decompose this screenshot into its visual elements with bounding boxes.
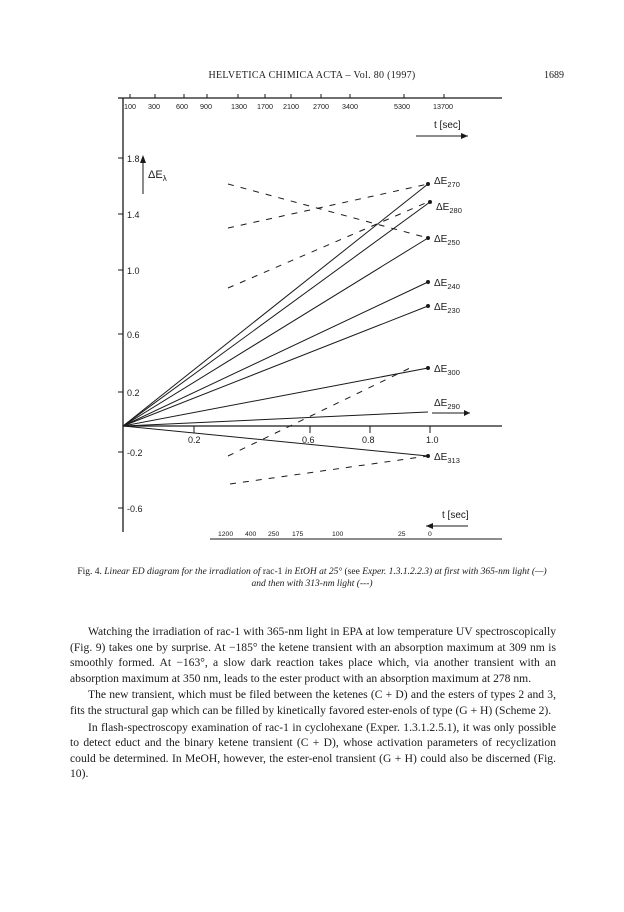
series-label-270: $\Delta E_{270}$ (434, 176, 460, 189)
bottom-axis-unit: t [sec] (442, 510, 469, 521)
x-tick-marks (194, 426, 430, 433)
x-tick: 0.6 (302, 435, 315, 445)
bottom-tick: 175 (292, 531, 304, 538)
body-text (70, 624, 556, 782)
top-tick: 1700 (257, 102, 273, 111)
series-label-290: $\Delta E_{290}$ (434, 398, 460, 411)
y-axis-title-arrowhead (140, 155, 146, 163)
label-290-arrowhead (464, 410, 470, 416)
figure-caption (70, 566, 554, 590)
line-313 (123, 426, 428, 456)
y-tick: 1.8 (127, 154, 140, 164)
x-tick: 1.0 (426, 435, 439, 445)
dashed-270 (228, 184, 428, 228)
y-tick: -0.2 (127, 448, 143, 458)
bottom-time-arrowhead (426, 523, 433, 529)
dashed-313 (230, 456, 428, 484)
solid-series-lines (123, 184, 430, 456)
series-labels (434, 176, 462, 465)
series-label-313: $\Delta E_{313}$ (434, 452, 460, 465)
caption-compound: rac-1 (262, 567, 283, 577)
bottom-tick: 0 (428, 531, 432, 538)
y-tick: 1.4 (127, 210, 140, 220)
top-tick: 900 (200, 102, 212, 111)
caption-ref: Exper. 1.3.1.2.2.3 (362, 567, 429, 577)
figure-4 (110, 92, 510, 552)
line-300 (123, 368, 428, 426)
top-time-arrowhead (461, 133, 468, 139)
bottom-tick: 1200 (218, 531, 234, 538)
bottom-tick: 25 (398, 531, 406, 538)
caption-text-c: ) at first with 365-nm light (—) and then with 313-nm light (---) (251, 567, 547, 589)
y-tick: 0.6 (127, 330, 140, 340)
line-290 (123, 412, 428, 426)
series-label-230: $\Delta E_{230}$ (434, 302, 460, 315)
top-tick: 2100 (283, 102, 299, 111)
series-label-240: $\Delta E_{240}$ (434, 278, 460, 291)
x-tick: 0.8 (362, 435, 375, 445)
bottom-tick: 250 (268, 531, 280, 538)
top-tick: 13700 (433, 102, 453, 111)
top-axis-unit: t [sec] (434, 120, 461, 131)
y-axis-title: $\Delta E_\lambda$ (148, 169, 167, 183)
series-label-300: $\Delta E_{300}$ (434, 364, 460, 377)
journal-title: HELVETICA CHIMICA ACTA – Vol. 80 (1997) (208, 70, 416, 81)
dashed-280 (228, 202, 428, 288)
line-270 (123, 184, 428, 426)
top-tick: 1300 (231, 102, 247, 111)
caption-paren: (see (344, 567, 363, 577)
dashed-300 (228, 368, 410, 456)
bottom-tick: 400 (245, 531, 257, 538)
line-250 (123, 238, 428, 426)
ed-diagram (110, 92, 510, 552)
paragraph: In flash-spectroscopy examination of rac-1 in cyclohexane (Exper. 1.3.1.2.5.1), it was only possible to detect educt and the binary ketene transient (C + D), whose activation parameters of recyclization could be determined. In MeOH, however, the ester-enol transient (G + H) could also be discerned (Fig. 10). (70, 720, 556, 781)
top-tick: 3400 (342, 102, 358, 111)
top-tick: 300 (148, 102, 160, 111)
series-label-280: $\Delta E_{280}$ (436, 202, 462, 215)
page-number: 1689 (544, 70, 564, 81)
line-240 (123, 282, 428, 426)
bottom-tick-labels (218, 531, 432, 538)
top-tick: 100 (124, 102, 136, 111)
y-tick: 0.2 (127, 388, 140, 398)
top-tick-labels (124, 102, 453, 111)
y-tick-labels (127, 154, 143, 514)
paragraph: Watching the irradiation of rac-1 with 365-nm light in EPA at low temperature UV spectroscopically (Fig. 9) takes one by surprise. At −185° the ketene transient with an absorption maximum at 309 nm is smoothly formed. At −163°, a slow dark reaction takes place which, via another transient with an absorption maximum at 350 nm, leads to the ester product with an absorption maximum at 278 nm. (70, 625, 556, 685)
dashed-250 (228, 184, 428, 238)
line-230 (123, 306, 428, 426)
series-label-250: $\Delta E_{250}$ (434, 234, 460, 247)
bottom-tick: 100 (332, 531, 344, 538)
caption-text-b: in EtOH at 25° (282, 567, 345, 577)
y-tick: 1.0 (127, 266, 140, 276)
caption-text-a: Linear ED diagram for the irradiation of (104, 567, 263, 577)
top-tick: 600 (176, 102, 188, 111)
y-tick: -0.6 (127, 504, 143, 514)
top-tick: 5300 (394, 102, 410, 111)
line-280 (123, 202, 430, 426)
caption-prefix: Fig. 4. (77, 567, 105, 577)
series-end-markers (426, 182, 432, 458)
paragraph: The new transient, which must be filed between the ketenes (C + D) and the esters of types 2 and 3, fits the structural gap which can be filled by kinetically favored ester-enols of type (G + H) (Scheme 2). (70, 688, 556, 717)
x-tick: 0.2 (188, 435, 201, 445)
top-tick: 2700 (313, 102, 329, 111)
running-header (0, 70, 624, 86)
y-tick-marks (118, 158, 123, 508)
